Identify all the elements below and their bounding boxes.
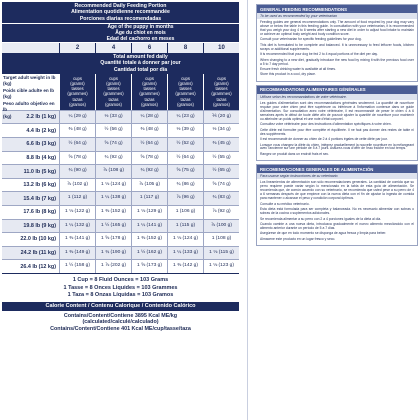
portion-cell: ⅜ (48 g) [131,124,167,137]
paragraph: Cuando cambie a una nueva dieta, introduzca gradualmente el nuevo alimento mezclándolo con el alimento anterior durante un período de 5 a 7 días. [260,221,414,230]
unit-header-4 [203,74,239,110]
portion-cell: ½ (55 g) [203,152,239,165]
paragraph: Les guides d'alimentation sont des recommandations générales seulement. La quantité de nourriture requise pour votre chien peut être supérieure ou inférieure à l'information contenue dans ce guide d'alimentation. Sur consultation avec votre vétérinaire, il est recommandé de peser le chien 4 à 6 semaines après le début de toute diète afin de pouvoir ajuster la quantité de nourriture pour maintenir ou atteindre un poids optimal et une note d'état corporel. [260,100,414,121]
calorie-line-2: (calculated/calculé/calculado) [82,319,159,326]
portion-cell: ½ (65 g) [203,165,239,178]
unit-line: tazas [144,96,155,102]
unit-line: (gramos) [177,101,194,107]
unit-line: tazas [72,96,83,102]
conversion-es: 1 Taza = 8 Onzas Líquidas = 103 Gramos [67,292,174,299]
portion-cell: ¾ (83 g) [203,192,239,205]
portion-cell: 1 ¼ (138 g) [95,192,131,205]
table-row [2,219,239,233]
paragraph: Consulte a su médico veterinario. [260,201,310,206]
unit-line: cups [73,75,82,81]
row-weight: 8.8 lb (4 kg) [26,154,56,161]
column-divider [247,0,248,420]
portion-cell: ⅝ (74 g) [95,138,131,151]
section-es-subtitle: Para usarse según instrucciones de su veterinario [257,173,417,179]
portion-cell: ⅝ (78 g) [59,152,95,165]
paragraph: Consultez votre vétérinaire pour des instructions d'alimentation spécifiques à votre chien. [260,122,392,127]
section-fr-body [257,100,417,160]
portion-cell: 1 (117 g) [131,192,167,205]
chart-title-block [2,2,239,23]
unit-line: tazas [180,96,191,102]
portion-cell: ⅝ (75 g) [167,165,203,178]
portion-cell: 1 ½ (165 g) [95,220,131,233]
row-weight: 11.0 lb (5 kg) [23,168,56,175]
portion-cell: ⅞ (108 g) [95,165,131,178]
portion-cell: ⅓ (34 g) [203,124,239,137]
portion-cell: ½ (64 g) [167,152,203,165]
section-es-body [257,179,417,245]
portion-cell: 1 ⅜ (142 g) [167,260,203,273]
unit-line: tasses [143,86,156,92]
row-weight: 13.2 lb (6 kg) [23,182,56,189]
portion-cell: 1 ½ (158 g) [59,260,95,273]
age-label-fr: Âge du chiot en mois [115,30,166,37]
calorie-body [2,311,239,333]
table-row [2,246,239,260]
portion-cell: ⅓ (33 g) [95,111,131,124]
portion-cell: 1 ¾ (190 g) [95,247,131,260]
age-2: 2 [59,43,95,53]
feeding-chart [2,2,239,402]
unit-line: (grams) [178,81,193,87]
age-6: 6 [131,43,167,53]
unit-line: cups [217,75,226,81]
age-header [2,23,239,42]
section-en-subtitle: To be used as recommended by your veterinarian [257,13,417,19]
portion-cell: 1 (115 g) [167,220,203,233]
table-row [2,205,239,219]
conversion-block [2,273,239,300]
portion-cell: ½ (56 g) [95,124,131,137]
unit-line: cups [181,75,190,81]
portion-cell: 1 ⅜ (152 g) [131,233,167,246]
chart-title-fr: Alimentation quotidienne recommandée [71,9,170,16]
feeding-rows [2,110,239,273]
portion-cell: ½ (52 g) [167,138,203,151]
paragraph: Rangez ce produit dans un endroit frais et sec. [260,151,330,156]
conversion-fr: 1 Tasse = 8 Onces Liquides = 103 Grammes [63,284,178,291]
portion-cell: ¾ (86 g) [167,179,203,192]
paragraph: Consult your veterinarian for specific feeding guidelines for your dog. [260,37,362,42]
calorie-line-3: Contains/Content/Contiene 401 Kcal ME/cup/tasse/taza [50,325,191,332]
paragraph: Ensure fresh drinking water is available at all times. [260,67,337,72]
section-en-body [257,19,417,81]
portion-cell: ⅙ (20 g) [203,111,239,124]
portion-cell: ⅞ (100 g) [203,220,239,233]
age-10: 10 [203,43,239,53]
paragraph: Asegúrese de que en todo momento se disponga de agua fresca y limpia para beber. [260,231,387,236]
portion-cell: 1 ⅛ (124 g) [167,233,203,246]
portion-cell: ¼ (23 g) [167,111,203,124]
total-header [2,53,239,74]
portion-cell: ½ (64 g) [59,138,95,151]
portion-cell: 1 (112 g) [59,192,95,205]
paragraph: When changing to a new diet, gradually introduce the new food by mixing it with the previous food over a 5 to 7 day period. [260,57,414,66]
target-label-es: Peso adulto objetivo en lb [3,100,55,113]
unit-line: (grammes) [139,91,160,97]
calorie-line-1: Contains/Content/Contiene 3895 Kcal ME/kg [63,312,178,319]
portion-cell: 1 ⅝ (178 g) [95,233,131,246]
row-weight: 2.2 lb (1 kg) [26,114,56,121]
unit-header-3 [167,74,203,110]
portion-cell: ⅞ (102 g) [59,179,95,192]
target-label-es-unit: (kg) [3,113,12,119]
conversion-en: 1 Cup = 8 Fluid Ounces = 103 Grams [72,276,169,283]
portion-cell: ⅞ (92 g) [203,206,239,219]
paragraph: Il est recommandé de donner au chien de 2 à 4 portions égales de cette diète par jour. [260,137,388,142]
unit-line: (grammes) [67,91,88,97]
table-row [2,123,239,137]
portion-cell: 1 ¼ (141 g) [131,220,167,233]
total-label-fr: Quantité totale à donner par jour [100,60,181,67]
paragraph: Los lineamientos de alimentación son sólo recomendaciones generales. La cantidad de comida que su perro requiere puede variar según lo mencionado en la tabla de esta guía de alimentación. Se recomienda que, de común acuerdo con su veterinario, se recomienda que usted pese a su perro de 4 a 6 semanas después de que empiece con la nueva dieta con el fin de ajustar la ingesta de comida para mantener o alcanzar el peso y condición corporal óptimos. [260,180,414,201]
unit-line: tasses [215,86,228,92]
unit-line: tasses [107,86,120,92]
portion-cell: 1 ¼ (133 g) [167,247,203,260]
portion-cell: 1 ⅛ (129 g) [131,206,167,219]
unit-line: cups [109,75,118,81]
paragraph: Feeding guides are general recommendations only. The amount of food required by your dog may vary above or below the table in this feeding guide. In consultation with your veterinarian, it is recommended that you weigh your dog 4 to 6 weeks after starting a new diet in order to adjust food intake to maintain or achieve an optimal body weight and body condition score. [260,20,414,36]
table-row [2,259,239,273]
section-fr-subtitle: Utilisez selon les recommandations de votre vétérinaire. [257,94,417,100]
portion-cell: 1 ⅛ (115 g) [203,247,239,260]
portion-cell: ½ (64 g) [131,138,167,151]
total-label-es: Cantidad total por día [113,66,168,73]
unit-header-0 [59,74,95,110]
chart-title-en: Recommended Daily Feeding Portion [74,3,167,9]
unit-line: (grammes) [211,91,232,97]
paragraph: This diet is formulated to be complete and balanced. It is unnecessary to feed leftover foods, kitchen scraps or additional supplements. [260,42,414,51]
portion-cell: ⅜ (45 g) [203,138,239,151]
unit-line: (gramos) [141,101,158,107]
section-fr-title: RECOMMANDATIONS ALIMENTAIRES GÉNÉRALES [257,86,417,94]
age-8: 8 [167,43,203,53]
unit-line: (grams) [214,81,229,87]
table-row [2,164,239,178]
table-row [2,232,239,246]
unit-line: (grammes) [103,91,124,97]
age-row-spacer [2,43,59,53]
paragraph: Se recomienda alimentar a su perro con 2 a 4 porciones iguales de la dieta al día. [260,216,382,221]
portion-cell: 1 (106 g) [167,206,203,219]
unit-line: (grams) [142,81,157,87]
unit-header-1 [95,74,131,110]
section-es [256,164,418,246]
portion-cell: 1 ⅜ (149 g) [59,247,95,260]
portion-cell: ¾ (90 g) [59,165,95,178]
age-label-en: Age of the puppy in months [107,24,174,31]
portion-cell: 1 ⅜ (152 g) [95,206,131,219]
unit-line: tasses [71,86,84,92]
paragraph: Store this product in a cool, dry place. [260,72,316,77]
unit-line: tazas [108,96,119,102]
table-row [2,151,239,165]
portion-cell: ⅓ (39 g) [167,124,203,137]
portion-cell: 1 ⅛ (122 g) [59,206,95,219]
target-label-fr: Poids cible adulte en lb (kg) [3,87,55,100]
unit-line: (grams) [106,81,121,87]
age-row [2,42,239,53]
portion-cell: ¼ (28 g) [131,111,167,124]
age-label-es: Edad del cachorro en meses [106,36,175,43]
row-weight: 22.0 lb (10 kg) [20,236,56,243]
portion-cell: 1 ⅛ (123 g) [203,260,239,273]
portion-cell: 1 ⅞ (202 g) [95,260,131,273]
paragraph: Cette diète est formulée pour être complète et équilibrée. Il ne faut pas donner des restes de table ni des suppléments. [260,127,414,136]
paragraph: Lorsque vous changez la diète du chien, intégrez graduellement la nouvelle nourriture en la mélangeant avec l'ancienne sur une période de 5 à 7 jours. Assurez-vous d'offrir de l'eau fraîche en tout temps. [260,142,414,151]
unit-line: tazas [216,96,227,102]
row-weight: 17.6 lb (8 kg) [23,209,56,216]
portion-cell: 1 (108 g) [203,233,239,246]
table-row [2,191,239,205]
unit-line: cups [145,75,154,81]
paragraph: Esta dieta está formulada para ser completa y balanceada. No es necesario alimentar con sobras o sobras de la cocina o suplementos adicionales. [260,207,414,216]
paragraph: It is recommended that your dog be fed 2 to 4 equal portions of the diet per day. [260,52,378,57]
portion-cell: 1 ⅛ (124 g) [95,179,131,192]
portion-cell: ⅞ (96 g) [167,192,203,205]
unit-line: (grammes) [175,91,196,97]
portion-cell: ⅞ (105 g) [131,179,167,192]
target-label-en: Target adult weight in lb (kg) [3,74,56,87]
portion-cell: 1 ½ (162 g) [131,247,167,260]
chart-title-es: Porciones diarias recomendadas [79,15,162,22]
table-row [2,137,239,151]
total-label-en: Total amount fed daily [113,54,168,61]
row-weight: 26.4 lb (12 kg) [20,263,56,270]
portion-cell: 1 ⅝ (173 g) [131,260,167,273]
portion-cell: ⅝ (78 g) [131,152,167,165]
paragraph: Almacene este producto en un lugar fresco y seco. [260,236,336,241]
section-es-title: RECOMENDACIONES GENERALES DE ALIMENTACIÓN [257,165,417,173]
row-weight: 24.2 lb (11 kg) [20,250,56,257]
portion-cell: 1 ¼ (132 g) [59,220,95,233]
section-en-title: GENERAL FEEDING RECOMMENDATIONS [257,5,417,13]
row-weight: 19.8 lb (9 kg) [23,222,56,229]
unit-line: (gramos) [69,101,86,107]
portion-cell: 1 ⅜ (141 g) [59,233,95,246]
portion-cell: ⅝ (74 g) [203,179,239,192]
unit-line: (gramos) [213,101,230,107]
unit-line: tasses [179,86,192,92]
row-weight: 15.4 lb (7 kg) [23,195,56,202]
unit-header-2 [131,74,167,110]
portion-cell: ¾ (92 g) [95,152,131,165]
section-en [256,4,418,82]
calorie-header: Calorie Content / Contenu Calorique / Contenido Calórico [2,302,239,311]
section-fr [256,85,418,161]
portion-cell: ⅜ (48 g) [59,124,95,137]
row-weight: 6.6 lb (3 kg) [26,141,56,148]
portion-cell: ¼ (29 g) [59,111,95,124]
unit-line: (grams) [70,81,85,87]
recommendations-column [256,4,418,416]
row-weight: 4.4 lb (2 kg) [26,127,56,134]
table-row [2,178,239,192]
portion-cell: ¾ (92 g) [131,165,167,178]
age-4: 4 [95,43,131,53]
unit-line: (gramos) [105,101,122,107]
